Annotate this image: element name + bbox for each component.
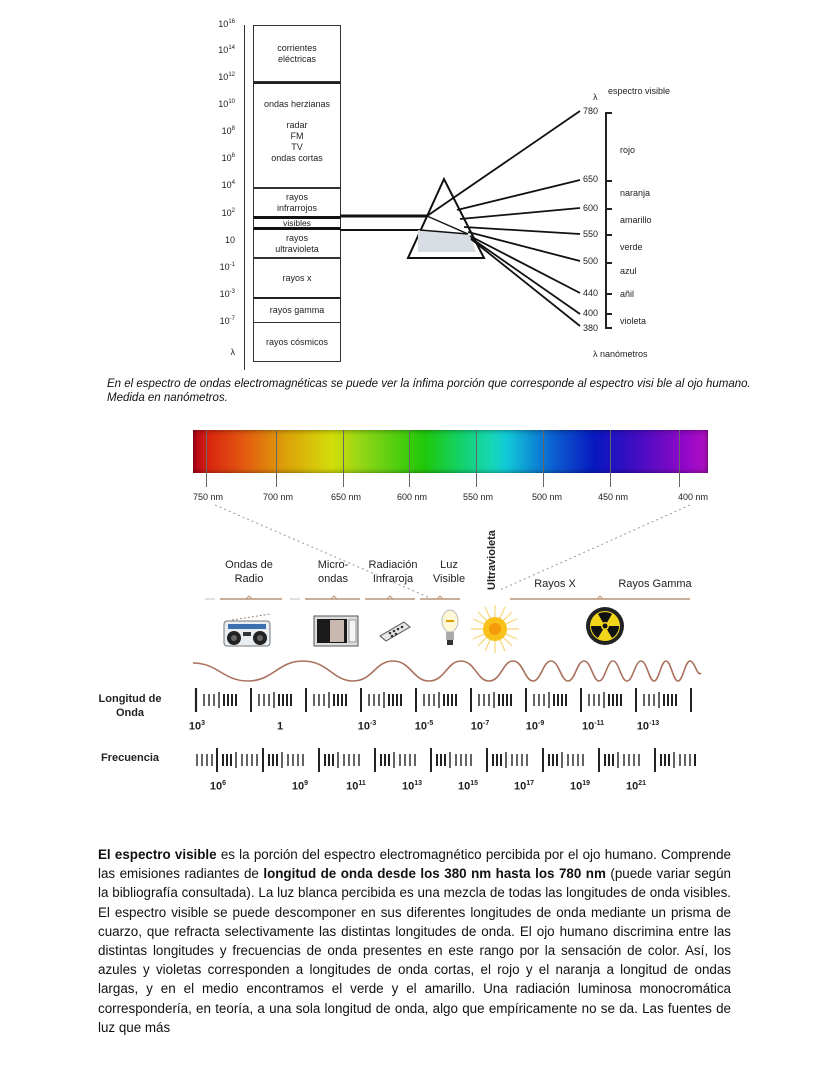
- body-paragraph: [98, 845, 731, 1037]
- region-xray: Rayos X: [534, 578, 576, 590]
- scale-label: $10^{-1}$: [219, 262, 235, 272]
- wavelength-label: $10^{-11}$: [582, 720, 604, 733]
- color-amarillo: amarillo: [620, 215, 652, 225]
- light-bulb-icon: [440, 608, 460, 648]
- scale-label: 10: [224, 235, 235, 245]
- region-radio: Ondas de Radio: [225, 559, 273, 585]
- color-rojo: rojo: [620, 145, 636, 155]
- tick-650: 650: [583, 174, 599, 184]
- band-rayos-gamma: rayos gamma: [253, 297, 341, 323]
- scale-label: $10^{16}$: [218, 19, 235, 29]
- scale-label: $10^{12}$: [218, 72, 235, 82]
- scale-label: $10^4$: [221, 180, 235, 190]
- nm-label: 600 nm: [396, 492, 428, 502]
- frequency-label: $10^{15}$: [457, 780, 479, 793]
- region-ultraviolet: Ultravioleta: [486, 530, 498, 590]
- nm-label: 500 nm: [531, 492, 563, 502]
- wavelength-axis-title: Longitud de Onda: [98, 693, 162, 719]
- scale-label: $10^6$: [221, 153, 235, 163]
- nm-label: 750 nm: [192, 492, 224, 502]
- unit-label: λ nanómetros: [593, 349, 648, 359]
- figure-caption: En el espectro de ondas electromagnéticas se puede ver la ínfima porción que corresponde al espectro visi ble al ojo humano. Medida en nanómetros.: [107, 378, 751, 404]
- wavelength-label: $10^{-7}$: [470, 720, 490, 733]
- tick-400: 400: [583, 308, 599, 318]
- tick-780: 780: [583, 106, 599, 116]
- radiation-icon: [585, 606, 625, 646]
- frequency-label: $10^{11}$: [346, 780, 366, 793]
- band-corrientes-electricas: corrientes eléctricas: [253, 25, 341, 82]
- band-rayos-x: rayos x: [253, 258, 341, 298]
- band-rayos-ultravioleta: rayos ultravioleta: [253, 230, 341, 258]
- nm-label: 650 nm: [330, 492, 362, 502]
- nm-label: 400 nm: [677, 492, 709, 502]
- frequency-label: $10^{17}$: [513, 780, 535, 793]
- radio-icon: [222, 612, 272, 648]
- frequency-label: $10^{21}$: [625, 780, 647, 793]
- remote-control-icon: [378, 618, 412, 642]
- region-microwave: Micro- ondas: [317, 559, 349, 585]
- wavelength-label: $10^3$: [188, 720, 206, 733]
- nm-label: 550 nm: [462, 492, 494, 502]
- visible-spectrum-title: espectro visible: [608, 86, 671, 96]
- color-violeta: violeta: [620, 316, 647, 326]
- scale-label: $10^{-3}$: [219, 289, 235, 299]
- microwave-icon: [312, 614, 362, 648]
- wave-illustration: [193, 655, 703, 687]
- color-azul: azul: [620, 266, 637, 276]
- nm-label: 450 nm: [597, 492, 629, 502]
- wavelength-label: $10^{-9}$: [525, 720, 545, 733]
- frequency-label: $10^9$: [291, 780, 309, 793]
- wavelength-ruler: [193, 686, 705, 714]
- tick-380: 380: [583, 323, 599, 333]
- region-brackets: [190, 592, 710, 608]
- sun-icon: [470, 604, 520, 654]
- wavelength-range-highlight: longitud de onda desde los 380 nm hasta los 780 nm: [263, 866, 606, 882]
- color-naranja: naranja: [620, 188, 651, 198]
- tick-600: 600: [583, 203, 599, 213]
- wavelength-label: $10^{-13}$: [636, 720, 660, 733]
- scale-label: $10^{-7}$: [219, 316, 235, 326]
- scale-label: $10^{14}$: [218, 45, 235, 55]
- tick-500: 500: [583, 256, 599, 266]
- color-anil: añil: [620, 289, 635, 299]
- band-visibles: visibles: [253, 216, 341, 230]
- term-espectro-visible: El espectro visible: [98, 847, 217, 862]
- band-rayos-cosmicos: rayos cósmicos: [253, 322, 341, 362]
- region-visible: Luz Visible: [432, 559, 466, 585]
- tick-550: 550: [583, 229, 599, 239]
- scale-label: $10^{10}$: [218, 99, 235, 109]
- lambda-symbol: λ: [593, 92, 598, 102]
- wavelength-label: 1: [276, 720, 284, 733]
- nm-label: 700 nm: [262, 492, 294, 502]
- paragraph-text: es la porción del espectro electromagnético percibida por el ojo humano. Comprende las emisiones radiantes de: [98, 847, 731, 882]
- frequency-ruler: [193, 746, 705, 774]
- wavelength-label: $10^{-5}$: [414, 720, 434, 733]
- tick-440: 440: [583, 288, 599, 298]
- region-infrared: Radiación Infraroja: [368, 559, 418, 585]
- band-ondas-herzianas: ondas herzianas radar FM TV ondas cortas: [253, 82, 341, 188]
- region-gamma: Rayos Gamma: [618, 578, 692, 590]
- wavelength-label: $10^{-3}$: [357, 720, 377, 733]
- frequency-label: $10^{19}$: [569, 780, 591, 793]
- color-verde: verde: [620, 242, 643, 252]
- band-rayos-infrarrojos: rayos infrarrojos: [253, 188, 341, 216]
- frequency-label: $10^{13}$: [401, 780, 423, 793]
- scale-label: λ: [230, 347, 235, 357]
- frequency-axis-title: Frecuencia: [100, 752, 160, 764]
- paragraph-text: (puede variar según la bibliografía consultada). La luz blanca percibida es una mezcla de todas las longitudes de onda visibles. El espectro visible se puede descomponer en sus diferentes longitudes de onda mediante un prisma de cuarzo, que refracta selectivamente las distintas longitudes de onda. El ojo humano discrimina entre las distintas longitudes y frecuencias de onda presentes en este rango por la sensación de color. Así, los azules y violetas corresponden a longitudes de onda cortas, el rojo y el naranja a longitud de ondas largas, y en el medio encontramos el verde y el amarillo. Una radiación luminosa monocromática correspondería, en teoría, a una sola longitud de onda, algo que empíricamente no se da. Las fuentes de luz que más: [98, 866, 732, 1035]
- frequency-label: $10^6$: [209, 780, 227, 793]
- scale-label: $10^2$: [221, 208, 235, 218]
- scale-label: $10^8$: [221, 126, 235, 136]
